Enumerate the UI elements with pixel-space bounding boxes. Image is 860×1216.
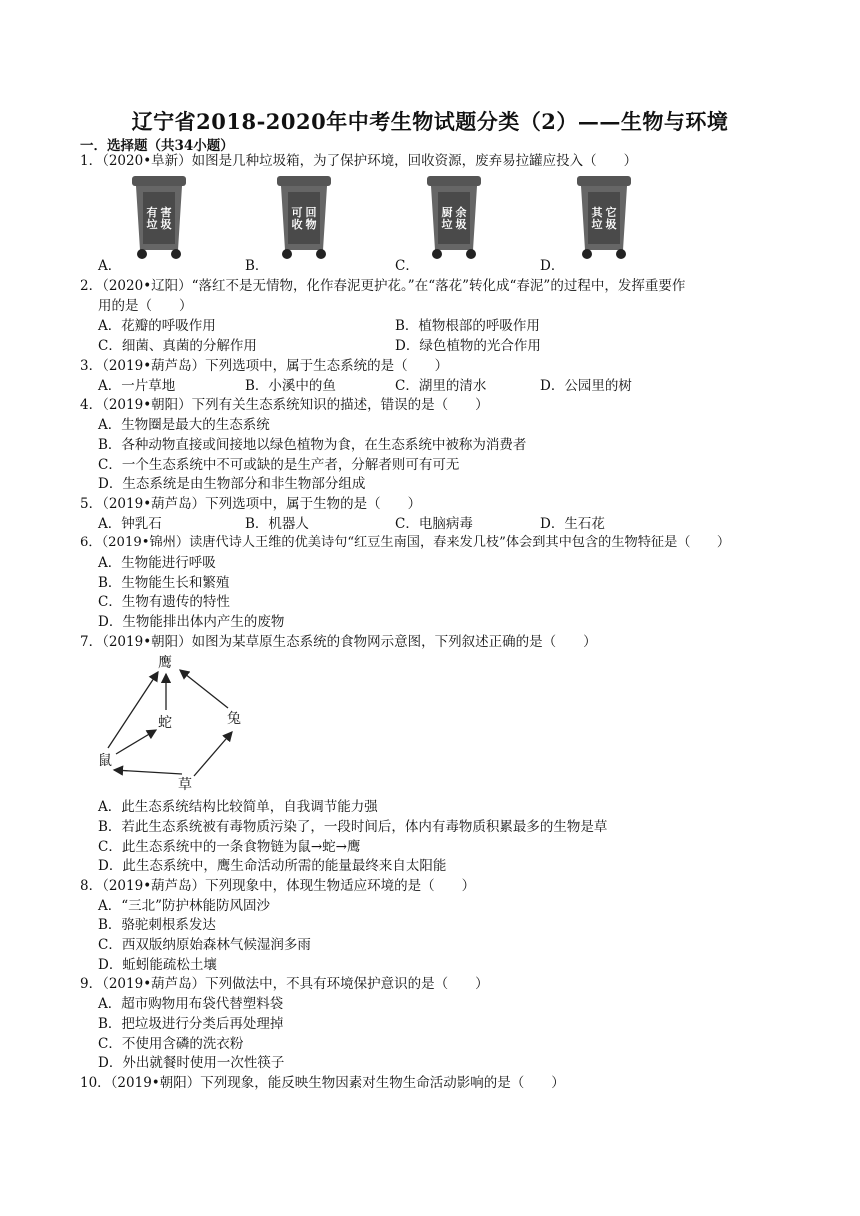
option-d: D． <box>540 258 565 274</box>
option-a: A．钟乳石 <box>98 516 162 532</box>
bin-4-char: 圾 <box>605 218 617 231</box>
trash-bins-figure <box>120 172 680 262</box>
option-d: D．生态系统是由生物部分和非生物部分组成 <box>98 476 366 492</box>
question-3-stem: 3．（2019•葫芦岛）下列选项中，属于生态系统的是（ ） <box>80 358 449 374</box>
option-b: B． <box>245 258 269 274</box>
option-c: C．不使用含磷的洗衣粉 <box>98 1036 244 1052</box>
option-a: A．“三北”防护林能防风固沙 <box>98 898 271 914</box>
bin-1-char: 圾 <box>160 218 172 231</box>
bin-4-char: 其 <box>591 206 603 219</box>
question-5-stem: 5．（2019•葫芦岛）下列选项中，属于生物的是（ ） <box>80 496 422 512</box>
option-b: B．植物根部的呼吸作用 <box>395 318 540 334</box>
option-b: B．把垃圾进行分类后再处理掉 <box>98 1016 284 1032</box>
node-snake: 蛇 <box>158 715 172 731</box>
option-c: C．此生态系统中的一条食物链为鼠→蛇→鹰 <box>98 839 361 855</box>
option-c: C． <box>395 258 419 274</box>
node-mouse: 鼠 <box>98 753 112 769</box>
question-2-stem: 2．（2020•辽阳）“落红不是无情物，化作春泥更护花。”在“落花”转化成“春泥”的过程中，发挥重要作 <box>80 278 686 294</box>
option-c: C．湖里的清水 <box>395 378 487 394</box>
question-4-stem: 4．（2019•朝阳）下列有关生态系统知识的描述，错误的是（ ） <box>80 397 489 413</box>
bin-3-char: 厨 <box>441 206 453 219</box>
hazardous-bin-icon <box>128 172 190 260</box>
bin-2-char: 物 <box>305 218 317 231</box>
bin-3-char: 圾 <box>455 218 467 231</box>
bin-1-char: 害 <box>160 206 172 219</box>
bin-2-char: 收 <box>291 218 303 231</box>
bin-1-char: 垃 <box>146 218 158 231</box>
option-a: A．生物圈是最大的生态系统 <box>98 417 270 433</box>
bin-1-char: 有 <box>146 206 158 219</box>
option-d: D．此生态系统中，鹰生命活动所需的能量最终来自太阳能 <box>98 858 447 874</box>
section-heading: 一．选择题（共34小题） <box>80 138 234 154</box>
food-web-diagram <box>96 652 256 792</box>
option-b: B．小溪中的鱼 <box>245 378 336 394</box>
option-c: C．一个生态系统中不可或缺的是生产者，分解者则可有可无 <box>98 457 460 473</box>
option-a: A．生物能进行呼吸 <box>98 555 216 571</box>
option-a: A．花瓣的呼吸作用 <box>98 318 216 334</box>
question-10-stem: 10．（2019•朝阳）下列现象，能反映生物因素对生物生命活动影响的是（ ） <box>80 1075 565 1091</box>
question-7-stem: 7．（2019•朝阳）如图为某草原生态系统的食物网示意图，下列叙述正确的是（ ） <box>80 634 597 650</box>
option-c: C．电脑病毒 <box>395 516 473 532</box>
option-b: B．机器人 <box>245 516 309 532</box>
bin-2-char: 可 <box>291 206 303 219</box>
option-a: A．一片草地 <box>98 378 176 394</box>
option-d: D．外出就餐时使用一次性筷子 <box>98 1055 285 1071</box>
option-b: B．骆驼刺根系发达 <box>98 917 216 933</box>
node-rabbit: 兔 <box>227 711 241 727</box>
question-6-stem: 6．（2019•锦州）读唐代诗人王维的优美诗句“红豆生南国，春来发几枝”体会到其中包含的生物特征是（ ） <box>80 535 731 550</box>
bin-4-char: 垃 <box>591 218 603 231</box>
bin-3-char: 垃 <box>441 218 453 231</box>
option-c: C．生物有遗传的特性 <box>98 594 230 610</box>
bin-4-char: 它 <box>605 206 617 219</box>
option-c: C．西双版纳原始森林气候湿润多雨 <box>98 937 311 953</box>
question-1-stem: 1．（2020•阜新）如图是几种垃圾箱，为了保护环境，回收资源，废弃易拉罐应投入（ ） <box>80 153 638 169</box>
question-8-stem: 8．（2019•葫芦岛）下列现象中，体现生物适应环境的是（ ） <box>80 878 476 894</box>
option-a: A．此生态系统结构比较简单，自我调节能力强 <box>98 799 378 815</box>
option-b: B．若此生态系统被有毒物质污染了，一段时间后，体内有毒物质积累最多的生物是草 <box>98 819 608 835</box>
option-b: B．生物能生长和繁殖 <box>98 575 230 591</box>
question-2-stem-cont: 用的是（ ） <box>98 298 193 314</box>
recyclable-bin-icon <box>273 172 335 260</box>
other-waste-bin-icon <box>573 172 635 260</box>
option-d: D．蚯蚓能疏松土壤 <box>98 957 217 973</box>
node-grass: 草 <box>178 777 192 793</box>
option-a: A． <box>98 258 122 274</box>
option-d: D．绿色植物的光合作用 <box>395 338 541 354</box>
option-d: D．生物能排出体内产生的废物 <box>98 614 285 630</box>
option-d: D．生石花 <box>540 516 605 532</box>
question-9-stem: 9．（2019•葫芦岛）下列做法中，不具有环境保护意识的是（ ） <box>80 976 489 992</box>
bin-3-char: 余 <box>455 206 467 219</box>
option-c: C．细菌、真菌的分解作用 <box>98 338 257 354</box>
option-b: B．各种动物直接或间接地以绿色植物为食，在生态系统中被称为消费者 <box>98 437 527 453</box>
node-hawk: 鹰 <box>158 655 172 671</box>
option-d: D．公园里的树 <box>540 378 632 394</box>
kitchen-waste-bin-icon <box>423 172 485 260</box>
bin-2-char: 回 <box>305 206 317 219</box>
page-title: 辽宁省2018-2020年中考生物试题分类（2）——生物与环境 <box>131 109 729 134</box>
option-a: A．超市购物用布袋代替塑料袋 <box>98 996 284 1012</box>
